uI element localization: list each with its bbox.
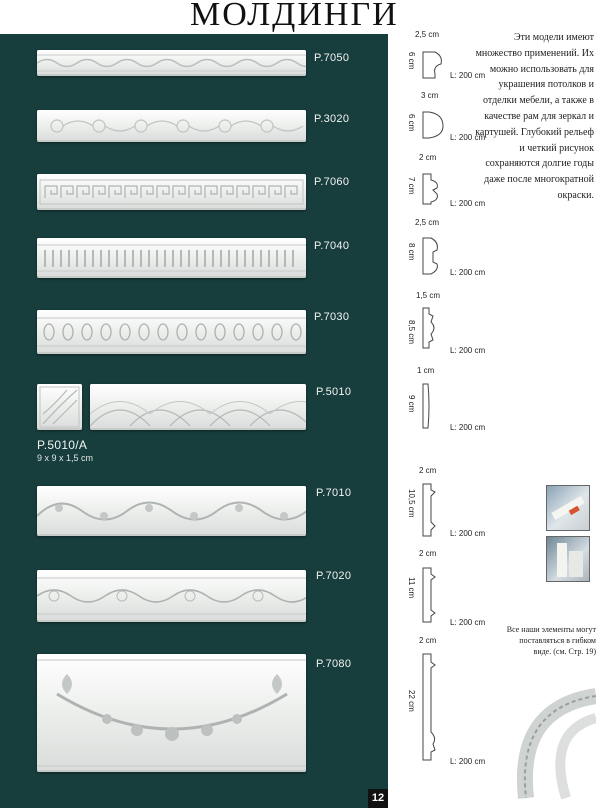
profile-width: 2 cm: [419, 466, 437, 475]
flexible-molding-photo: [506, 688, 596, 800]
profile-height: 6 cm: [407, 52, 416, 70]
profile-width: 3 cm: [421, 91, 439, 100]
profile-drawing: [421, 172, 447, 206]
page-number: 12: [368, 789, 388, 808]
profile-width: 1,5 cm: [416, 291, 441, 300]
profile-length: L: 200 cm: [450, 346, 486, 355]
product-code: P.7060: [314, 176, 350, 188]
profile-length: L: 200 cm: [450, 757, 486, 766]
profile-width: 2 cm: [419, 636, 437, 645]
profile-height: 6 cm: [407, 114, 416, 132]
profile-drawing: [421, 652, 447, 762]
profile-width: 2 cm: [419, 153, 437, 162]
corner-block-size: 9 x 9 x 1,5 cm: [37, 453, 94, 463]
page-title: МОЛДИНГИ: [190, 0, 399, 33]
product-code: P.7030: [314, 311, 350, 323]
molding-p7030-image: [37, 310, 306, 354]
product-code: P.7050: [314, 52, 350, 64]
molding-p7020-image: [37, 570, 306, 622]
product-code: P.7040: [314, 240, 350, 252]
profile-width: 2,5 cm: [415, 218, 440, 227]
profile-height: 7 cm: [407, 177, 416, 195]
molding-p5010-image: [90, 384, 306, 430]
corner-block-p5010a-image: [37, 384, 82, 430]
molding-p7050-image: [37, 50, 306, 76]
product-code: P.3020: [314, 113, 350, 125]
profile-length: L: 200 cm: [450, 71, 486, 80]
product-code: P.5010: [316, 386, 352, 398]
profile-height: 9 cm: [407, 395, 416, 413]
profile-drawing: [421, 110, 447, 140]
profile-drawing: [421, 50, 447, 80]
profile-width: 2 cm: [419, 549, 437, 558]
profile-height: 11 cm: [407, 577, 416, 599]
product-code: P.7020: [316, 570, 352, 582]
profile-height: 22 cm: [407, 690, 416, 712]
profile-length: L: 200 cm: [450, 529, 486, 538]
profile-drawing: [421, 382, 447, 430]
profile-length: L: 200 cm: [450, 268, 486, 277]
profile-drawing: [421, 482, 447, 538]
molding-p7010-image: [37, 486, 306, 536]
corner-block-code: P.5010/A: [37, 438, 88, 452]
flexible-note: Все наши элементы могут поставляться в гибком виде. (см. Стр. 19): [506, 625, 596, 656]
molding-p7060-image: [37, 174, 306, 210]
product-code: P.7080: [316, 658, 352, 670]
description-text: Эти модели имеют множество применений. Их можно использовать для украшения потолков и отделки мебели, а также в качестве рам для зеркал и картушей. Глубокий рельеф и четкий рисунок сохраняются долгие годы даже после многократной окраски.: [475, 32, 594, 201]
profile-drawing: [421, 306, 447, 350]
profile-width: 1 cm: [417, 366, 435, 375]
profile-height: 8 cm: [407, 243, 416, 261]
profile-height: 10,5 cm: [407, 489, 416, 518]
molding-p7080-image: [37, 654, 306, 772]
profile-height: 8,5 cm: [407, 320, 416, 345]
profile-length: L: 200 cm: [450, 133, 486, 142]
product-code: P.7010: [316, 487, 352, 499]
installation-photo: [546, 536, 590, 582]
installation-photo: [546, 485, 590, 531]
profile-length: L: 200 cm: [450, 423, 486, 432]
profile-length: L: 200 cm: [450, 618, 486, 627]
profile-width: 2,5 cm: [415, 30, 440, 39]
molding-p3020-image: [37, 110, 306, 142]
molding-p7040-image: [37, 238, 306, 278]
profile-length: L: 200 cm: [450, 199, 486, 208]
profile-drawing: [421, 566, 447, 624]
profile-drawing: [421, 236, 447, 276]
